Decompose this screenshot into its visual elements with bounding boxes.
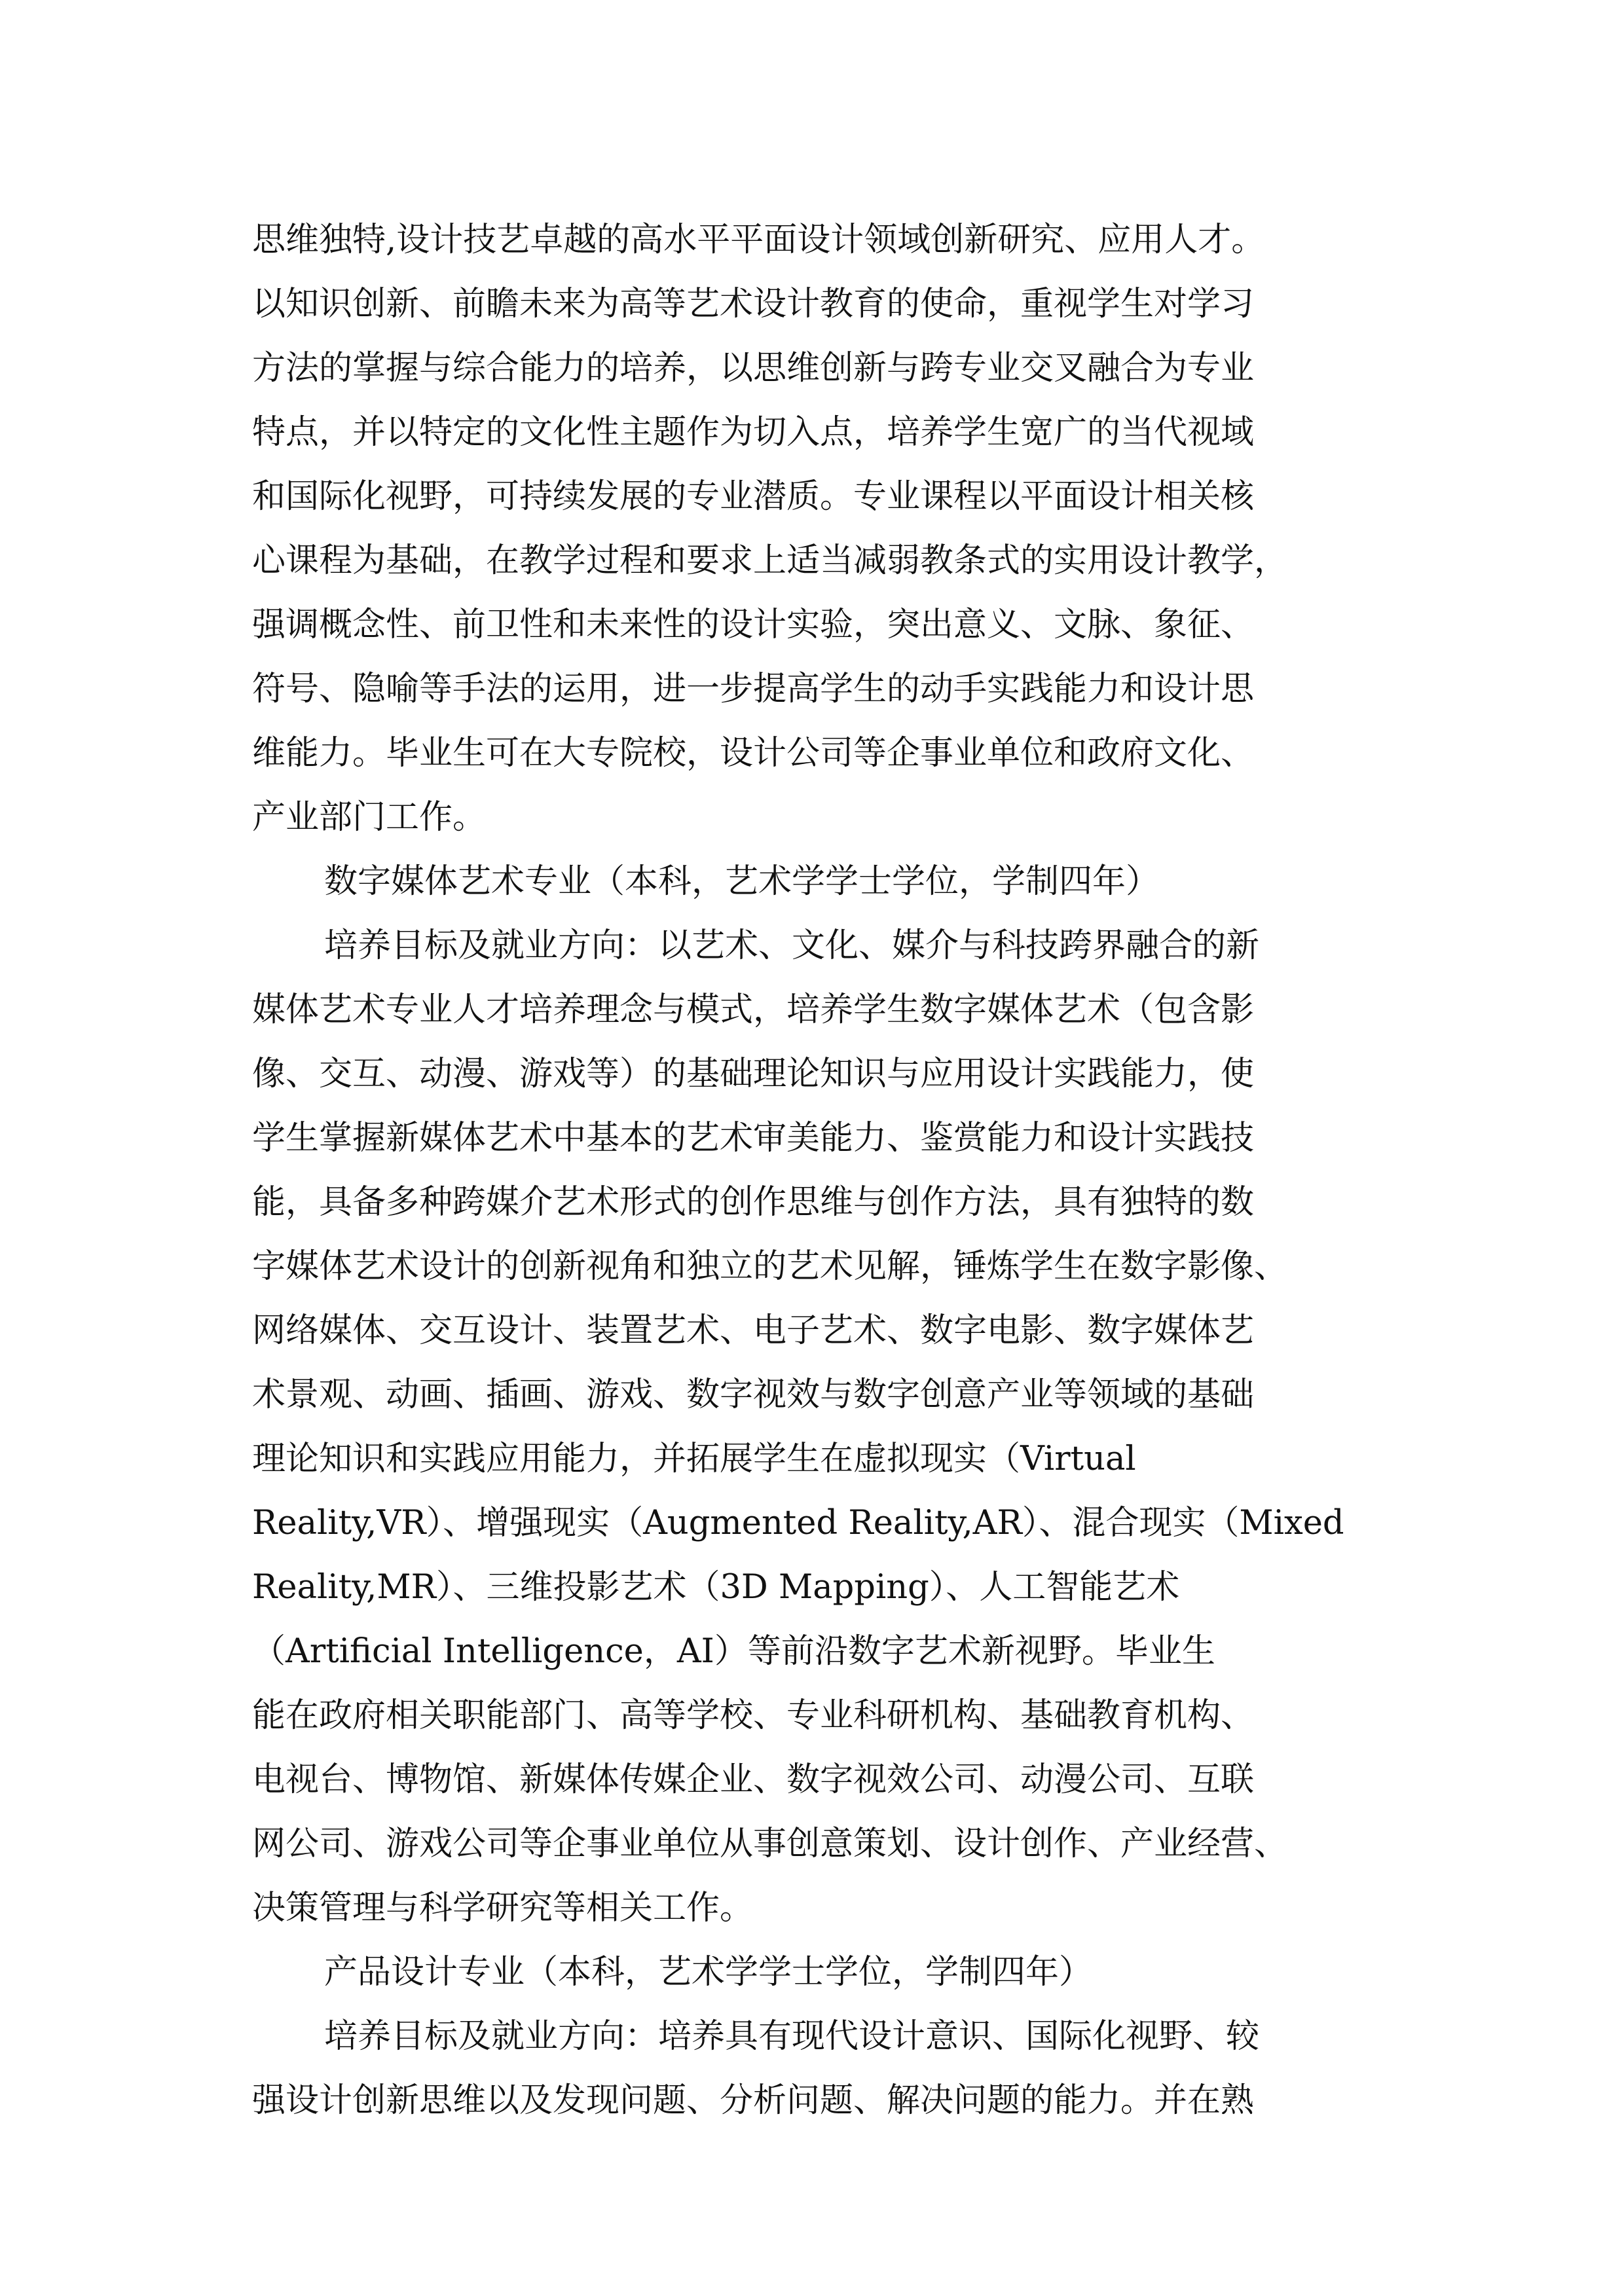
text-line: 强调概念性、前卫性和未来性的设计实验，突出意义、文脉、象征、 [252, 606, 1255, 644]
text-line: Reality,VR）、增强现实（Augmented Reality,AR）、混合现实（Mixed [252, 1504, 1344, 1542]
text-line: 字媒体艺术设计的创新视角和独立的艺术见解，锤炼学生在数字影像、 [252, 1247, 1288, 1286]
text-line: 特点，并以特定的文化性主题作为切入点，培养学生宽广的当代视域 [252, 413, 1255, 452]
text-line: Reality,MR）、三维投影艺术（3D Mapping）、人工智能艺术 [252, 1568, 1180, 1607]
text-line: 强设计创新思维以及发现问题、分析问题、解决问题的能力。并在熟 [252, 2081, 1255, 2120]
text-line: 维能力。毕业生可在大专院校，设计公司等企事业单位和政府文化、 [252, 734, 1255, 773]
text-line: 像、交互、动漫、游戏等）的基础理论知识与应用设计实践能力，使 [252, 1055, 1255, 1093]
text-line: 术景观、动画、插画、游戏、数字视效与数字创意产业等领域的基础 [252, 1376, 1255, 1414]
text-line: 学生掌握新媒体艺术中基本的艺术审美能力、鉴赏能力和设计实践技 [252, 1119, 1255, 1157]
paragraph-first-line: 培养目标及就业方向：以艺术、文化、媒介与科技跨界融合的新 [324, 926, 1260, 965]
text-line: 符号、隐喻等手法的运用，进一步提高学生的动手实践能力和设计思 [252, 670, 1255, 708]
text-line: 网公司、游戏公司等企事业单位从事创意策划、设计创作、产业经营、 [252, 1825, 1288, 1863]
text-line: 以知识创新、前瞻未来为高等艺术设计教育的使命，重视学生对学习 [252, 285, 1255, 323]
text-line: 决策管理与科学研究等相关工作。 [252, 1889, 754, 1927]
text-line: 方法的掌握与综合能力的培养，以思维创新与跨专业交叉融合为专业 [252, 349, 1255, 388]
paragraph-first-line: 培养目标及就业方向：培养具有现代设计意识、国际化视野、较 [324, 2017, 1260, 2056]
text-line: 和国际化视野，可持续发展的专业潜质。专业课程以平面设计相关核 [252, 477, 1255, 516]
text-line: 思维独特,设计技艺卓越的高水平平面设计领域创新研究、应用人才。 [252, 221, 1265, 259]
text-line: 能在政府相关职能部门、高等学校、专业科研机构、基础教育机构、 [252, 1696, 1255, 1735]
text-line: 理论知识和实践应用能力，并拓展学生在虚拟现实（Virtual [252, 1440, 1136, 1478]
text-line: 网络媒体、交互设计、装置艺术、电子艺术、数字电影、数字媒体艺 [252, 1311, 1255, 1350]
section-heading: 数字媒体艺术专业（本科，艺术学学士学位，学制四年） [324, 862, 1160, 901]
text-line: （Artificial Intelligence，AI）等前沿数字艺术新视野。毕业生 [252, 1632, 1215, 1671]
text-line: 媒体艺术专业人才培养理念与模式，培养学生数字媒体艺术（包含影 [252, 991, 1255, 1029]
text-line: 电视台、博物馆、新媒体传媒企业、数字视效公司、动漫公司、互联 [252, 1760, 1255, 1799]
document-page [252, 208, 1375, 2133]
text-line: 能，具备多种跨媒介艺术形式的创作思维与创作方法，具有独特的数 [252, 1183, 1255, 1222]
text-line: 产业部门工作。 [252, 798, 487, 837]
section-heading: 产品设计专业（本科，艺术学学士学位，学制四年） [324, 1953, 1093, 1992]
text-line: 心课程为基础，在教学过程和要求上适当减弱教条式的实用设计教学， [252, 541, 1288, 580]
